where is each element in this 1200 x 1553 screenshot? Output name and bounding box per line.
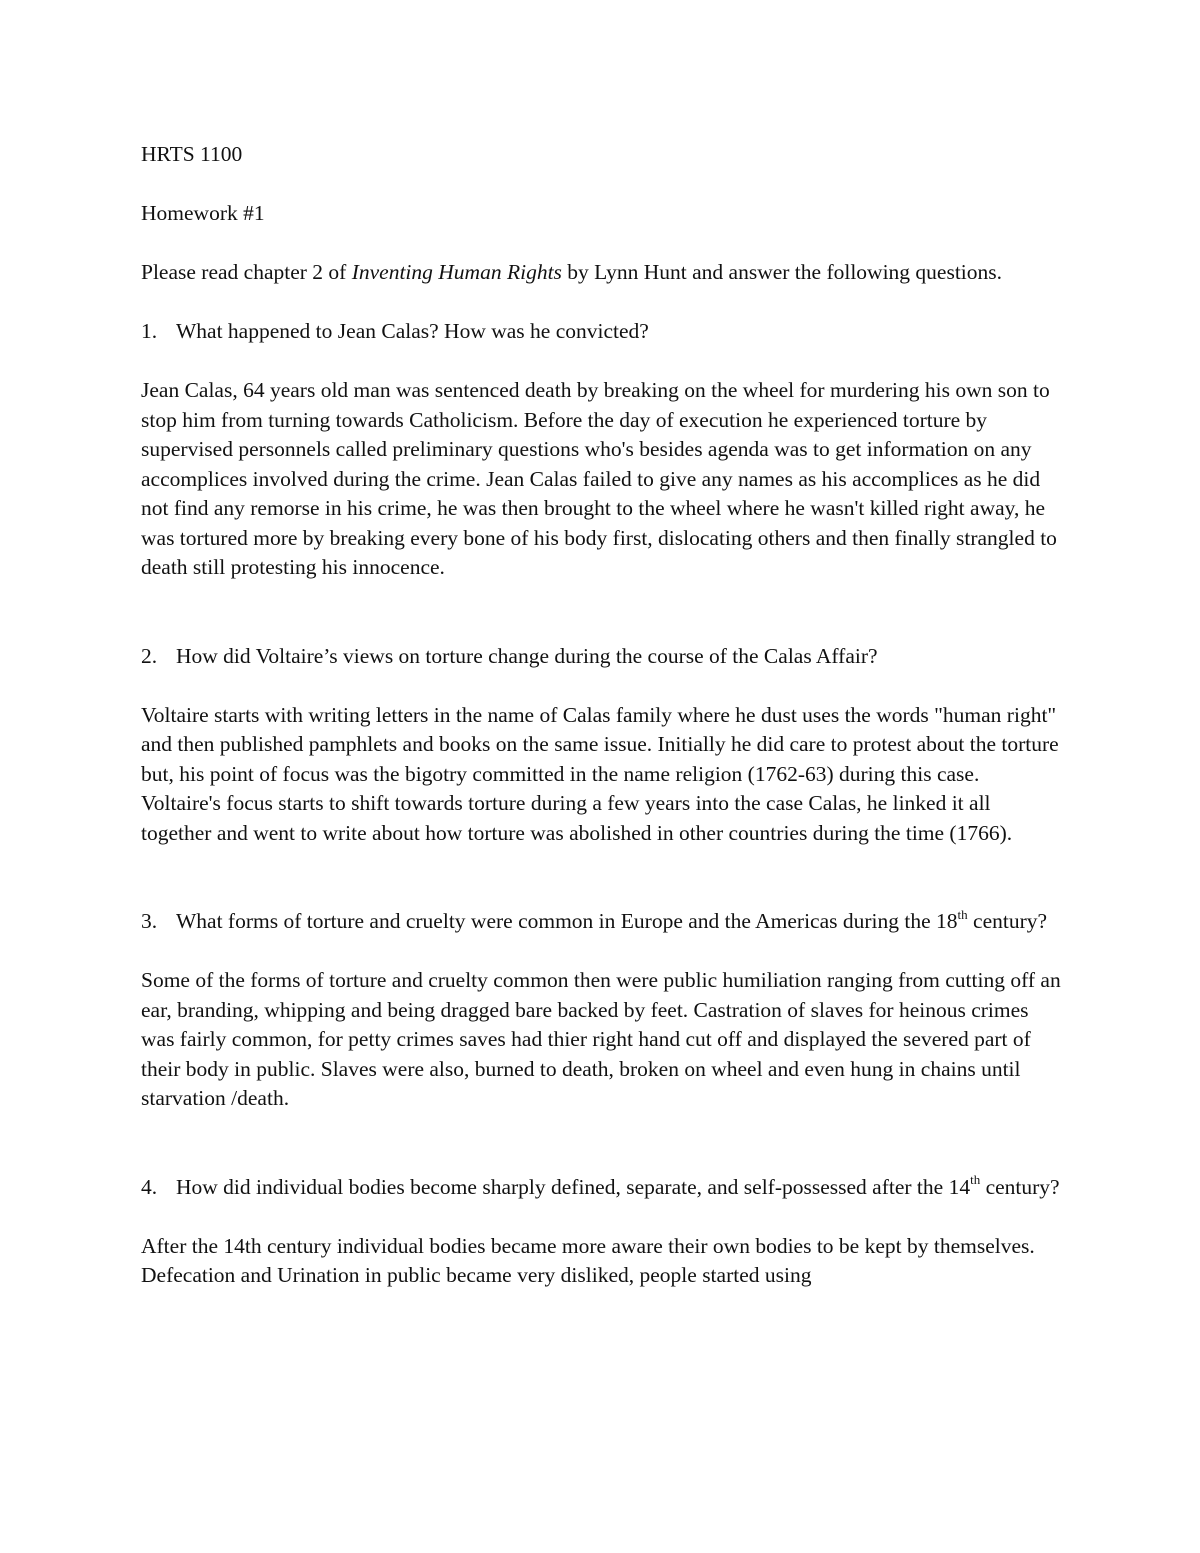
spacer xyxy=(141,1114,1061,1173)
question-block-2 xyxy=(141,642,1061,849)
question-block-3 xyxy=(141,907,1061,1114)
spacer xyxy=(141,583,1061,642)
ordinal-suffix: th xyxy=(957,906,968,922)
question-1 xyxy=(141,317,1061,347)
question-text-main: What forms of torture and cruelty were common in Europe and the Americas during the 18 xyxy=(176,909,958,933)
question-number: 4. xyxy=(141,1174,158,1199)
answer-4: After the 14th century individual bodies became more aware their own bodies to be kept by themselves. Defecation and Urination in public became very disliked, people started using xyxy=(141,1233,1035,1287)
book-title: Inventing Human Rights xyxy=(351,260,562,284)
answer-1: Jean Calas, 64 years old man was sentenced death by breaking on the wheel for murdering his own son to stop him from turning towards Catholicism. Before the day of execution he experienced torture by supervised personnels called preliminary questions who's besides agenda was to get information on any accomplices involved during the crime. Jean Calas failed to give any names as his accomplices as he did not find any remorse in his crime, he was then brought to the wheel where he wasn't killed right away, he was tortured more by breaking every bone of his body first, dislocating others and then finally strangled to death still protesting his innocence. xyxy=(141,378,1057,579)
instructions-before: Please read chapter 2 of xyxy=(141,260,352,284)
course-code: HRTS 1100 xyxy=(141,142,243,166)
question-3 xyxy=(141,907,1061,937)
question-text xyxy=(176,1173,1061,1203)
question-text xyxy=(176,907,1061,937)
answer-3: Some of the forms of torture and cruelty common then were public humiliation ranging from cutting off an ear, branding, whipping and being dragged bare backed by feet. Castration of slaves for heinous crimes was fairly common, for petty crimes saves had thier right hand cut off and displayed the severed part of their body in public. Slaves were also, burned to death, broken on wheel and even hung in chains until starvation /death. xyxy=(141,968,1061,1110)
instructions-after: by Lynn Hunt and answer the following questions. xyxy=(561,260,1003,284)
question-number: 1. xyxy=(141,319,158,343)
question-number: 2. xyxy=(141,643,158,668)
question-text-main: How did individual bodies become sharply defined, separate, and self-possessed after the 14 xyxy=(176,1174,971,1199)
question-text-end: century? xyxy=(967,909,1048,933)
ordinal-suffix: th xyxy=(970,1172,981,1188)
question-text-end: century? xyxy=(980,1174,1060,1199)
answer-2: Voltaire starts with writing letters in the name of Calas family where he dust uses the words "human right" and then published pamphlets and books on the same issue. Initially he did care to protest about the torture but, his point of focus was the bigotry committed in the name religion (1762-63) during this case. Voltaire's focus starts to shift towards torture during a few years into the case Calas, he linked it all together and went to write about how torture was abolished in other countries during the time (1766). xyxy=(141,702,1059,845)
document-page xyxy=(141,140,1061,1291)
question-text: What happened to Jean Calas? How was he convicted? xyxy=(176,319,649,343)
question-2 xyxy=(141,642,1061,672)
homework-title: Homework #1 xyxy=(141,201,265,225)
question-block-4 xyxy=(141,1173,1061,1291)
question-4 xyxy=(141,1173,1061,1203)
instructions xyxy=(141,258,1061,288)
question-number: 3. xyxy=(141,909,158,933)
spacer xyxy=(141,848,1061,907)
question-text: How did Voltaire’s views on torture change during the course of the Calas Affair? xyxy=(176,643,878,668)
question-block-1 xyxy=(141,317,1061,583)
